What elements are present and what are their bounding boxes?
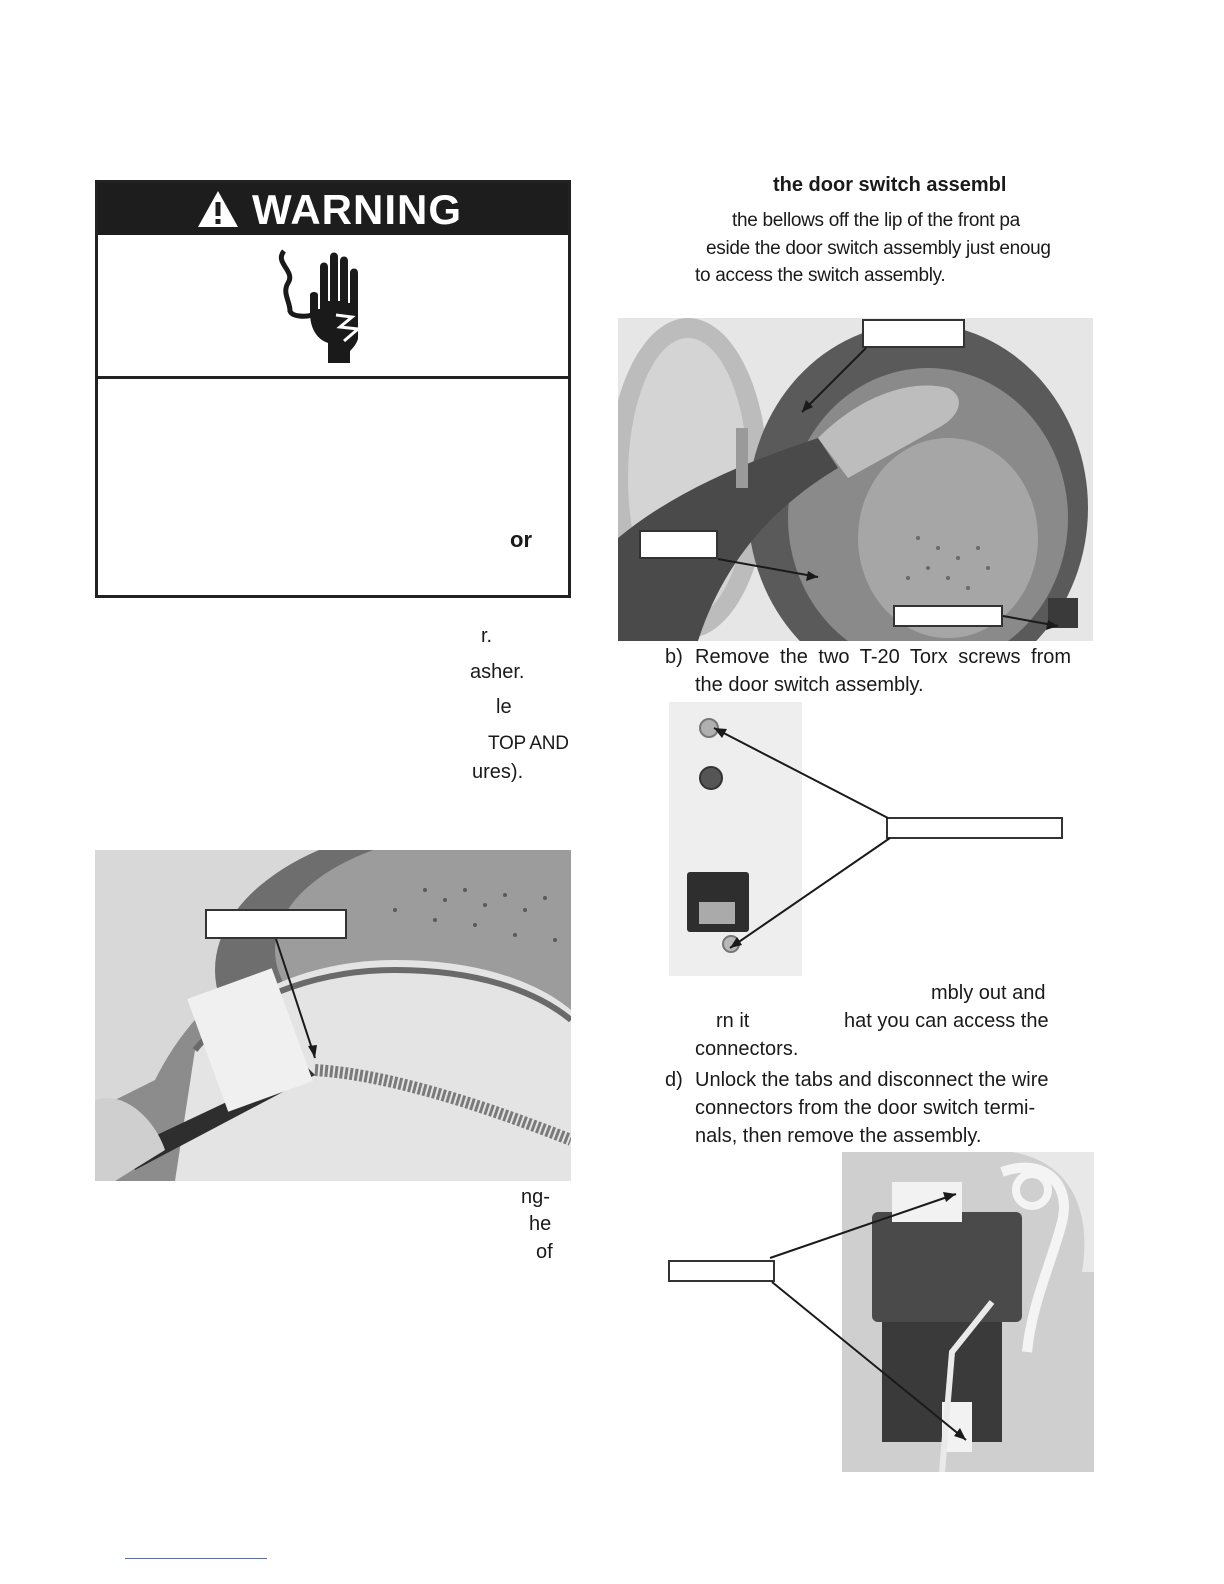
electric-shock-hand-icon — [266, 243, 386, 367]
left-text-fragment: le — [496, 696, 512, 718]
left-text-fragment: TOP AND — [488, 733, 569, 754]
step-c-fragment: connectors. — [695, 1038, 799, 1060]
step-b-marker: b) — [665, 646, 683, 668]
left-text-fragment: ng- — [521, 1186, 550, 1208]
left-text-fragment: of — [536, 1241, 553, 1263]
step-d-marker: d) — [665, 1069, 683, 1091]
step-a-line: to access the switch assembly. — [695, 265, 946, 286]
step-d-line: Unlock the tabs and disconnect the wire — [695, 1069, 1049, 1091]
step-a-line: eside the door switch assembly just enoug — [706, 238, 1051, 259]
step-c-fragment: mbly out and — [931, 982, 1046, 1004]
warning-text-fragment: or — [510, 527, 532, 552]
bellows-removal-photo — [618, 318, 1093, 641]
step-b-line: Remove the two T-20 Torx screws from — [695, 646, 1072, 668]
step-d-line: nals, then remove the assembly. — [695, 1125, 982, 1147]
warning-box — [95, 180, 571, 598]
callout-arrows — [700, 720, 900, 960]
callout-label-box — [886, 817, 1063, 839]
warning-divider — [98, 376, 568, 379]
footer-link-underline[interactable] — [125, 1558, 267, 1559]
left-text-fragment: ures). — [472, 761, 524, 783]
warning-triangle-icon — [196, 189, 240, 229]
left-text-fragment: r. — [481, 625, 493, 647]
callout-label-box — [668, 1260, 775, 1282]
step-d-line: connectors from the door switch termi- — [695, 1097, 1036, 1119]
step-a-line: the bellows off the lip of the front pa — [732, 210, 1020, 231]
section-heading: the door switch assembl — [773, 174, 1007, 196]
step-c-fragment: hat you can access the — [844, 1010, 1049, 1032]
left-text-fragment: asher. — [470, 661, 525, 683]
callout-arrows — [760, 1180, 980, 1460]
step-c-fragment: rn it — [716, 1010, 750, 1032]
warning-title: WARNING — [252, 186, 462, 233]
bellows-clamp-photo — [95, 850, 571, 1181]
step-b-line: the door switch assembly. — [695, 674, 924, 696]
left-text-fragment: he — [529, 1213, 552, 1235]
warning-header — [98, 183, 568, 235]
